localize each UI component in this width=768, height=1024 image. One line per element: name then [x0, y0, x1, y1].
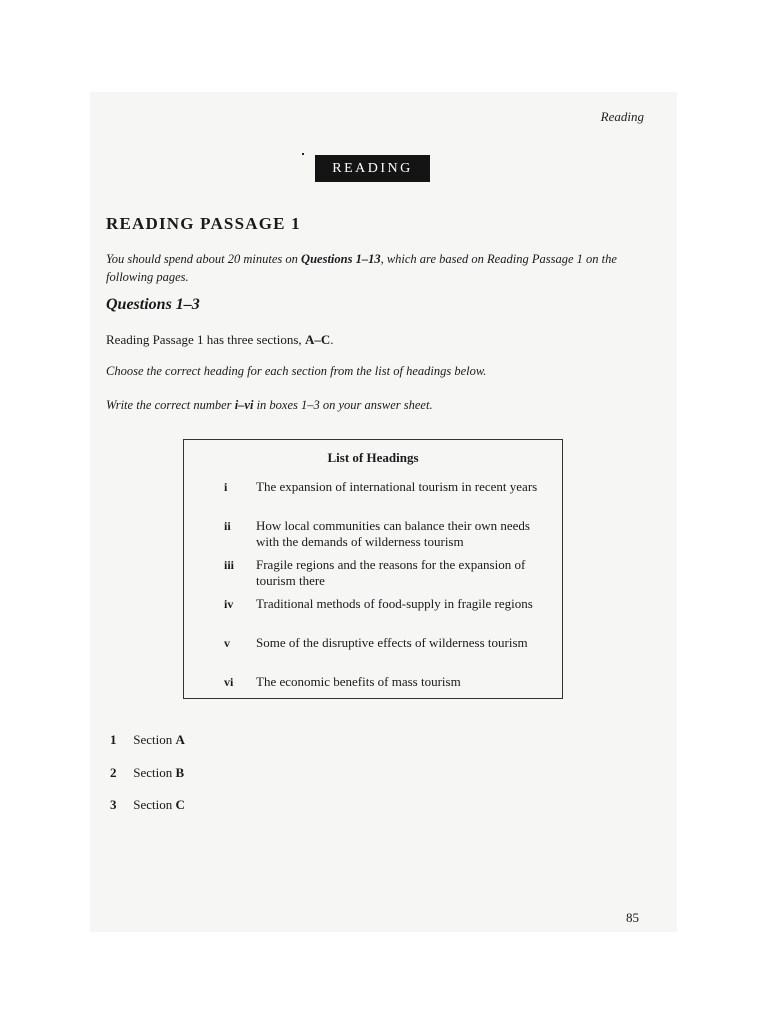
- intro-text: Reading Passage 1 has three sections,: [106, 332, 305, 347]
- answer-label: Section: [133, 765, 176, 780]
- answer-label: Section: [133, 797, 176, 812]
- answer-row: [110, 797, 185, 813]
- heading-number: iii: [224, 558, 235, 572]
- answer-section-letter: B: [175, 765, 185, 780]
- list-of-headings-box: [183, 439, 563, 699]
- write-part2: in boxes 1–3 on your answer sheet.: [253, 398, 433, 412]
- answer-section-letter: C: [175, 797, 185, 812]
- question-number: 3: [110, 797, 117, 812]
- instructions-part1: You should spend about 20 minutes on: [106, 252, 302, 266]
- answer-label: Section: [133, 732, 176, 747]
- heading-number: ii: [224, 519, 231, 533]
- question-number: 1: [110, 732, 117, 747]
- instructions-part2: , which are based on Reading Passage 1 on the following pages.: [106, 252, 617, 284]
- answer-row: [110, 732, 185, 748]
- choose-instruction: Choose the correct heading for each section from the list of headings below.: [106, 364, 487, 378]
- answer-row: [110, 765, 184, 781]
- instructions-questions: Questions 1–13: [301, 252, 381, 266]
- page-number: 85: [626, 910, 639, 925]
- intro-range: A–C: [304, 332, 331, 347]
- write-part1: Write the correct number: [106, 398, 235, 412]
- questions-heading: Questions 1–3: [106, 296, 200, 313]
- write-range: i–vi: [234, 398, 254, 412]
- answer-section-letter: A: [175, 732, 185, 747]
- book-page: [90, 92, 677, 932]
- heading-text: Fragile regions and the reasons for the expansion of tourism there: [256, 557, 526, 588]
- question-number: 2: [110, 765, 117, 780]
- passage-title: READING PASSAGE 1: [106, 214, 301, 233]
- section-banner: READING: [315, 155, 430, 182]
- running-head: Reading: [600, 109, 644, 124]
- heading-text: The economic benefits of mass tourism: [256, 674, 461, 689]
- intro-end: .: [330, 332, 334, 347]
- heading-text: Some of the disruptive effects of wilderness tourism: [256, 635, 528, 650]
- heading-text: The expansion of international tourism in recent years: [256, 479, 538, 494]
- heading-number: vi: [224, 675, 234, 689]
- list-of-headings-title: List of Headings: [327, 450, 419, 465]
- time-instructions: [106, 250, 646, 286]
- heading-text: How local communities can balance their own needs with the demands of wilderness tourism: [256, 518, 530, 549]
- heading-text: Traditional methods of food-supply in fragile regions: [256, 596, 533, 611]
- heading-number: iv: [224, 597, 234, 611]
- heading-number: v: [224, 636, 230, 650]
- passage-intro: [106, 332, 333, 348]
- banner-dot: [302, 153, 304, 155]
- heading-number: i: [224, 480, 228, 494]
- write-instruction: [106, 398, 433, 413]
